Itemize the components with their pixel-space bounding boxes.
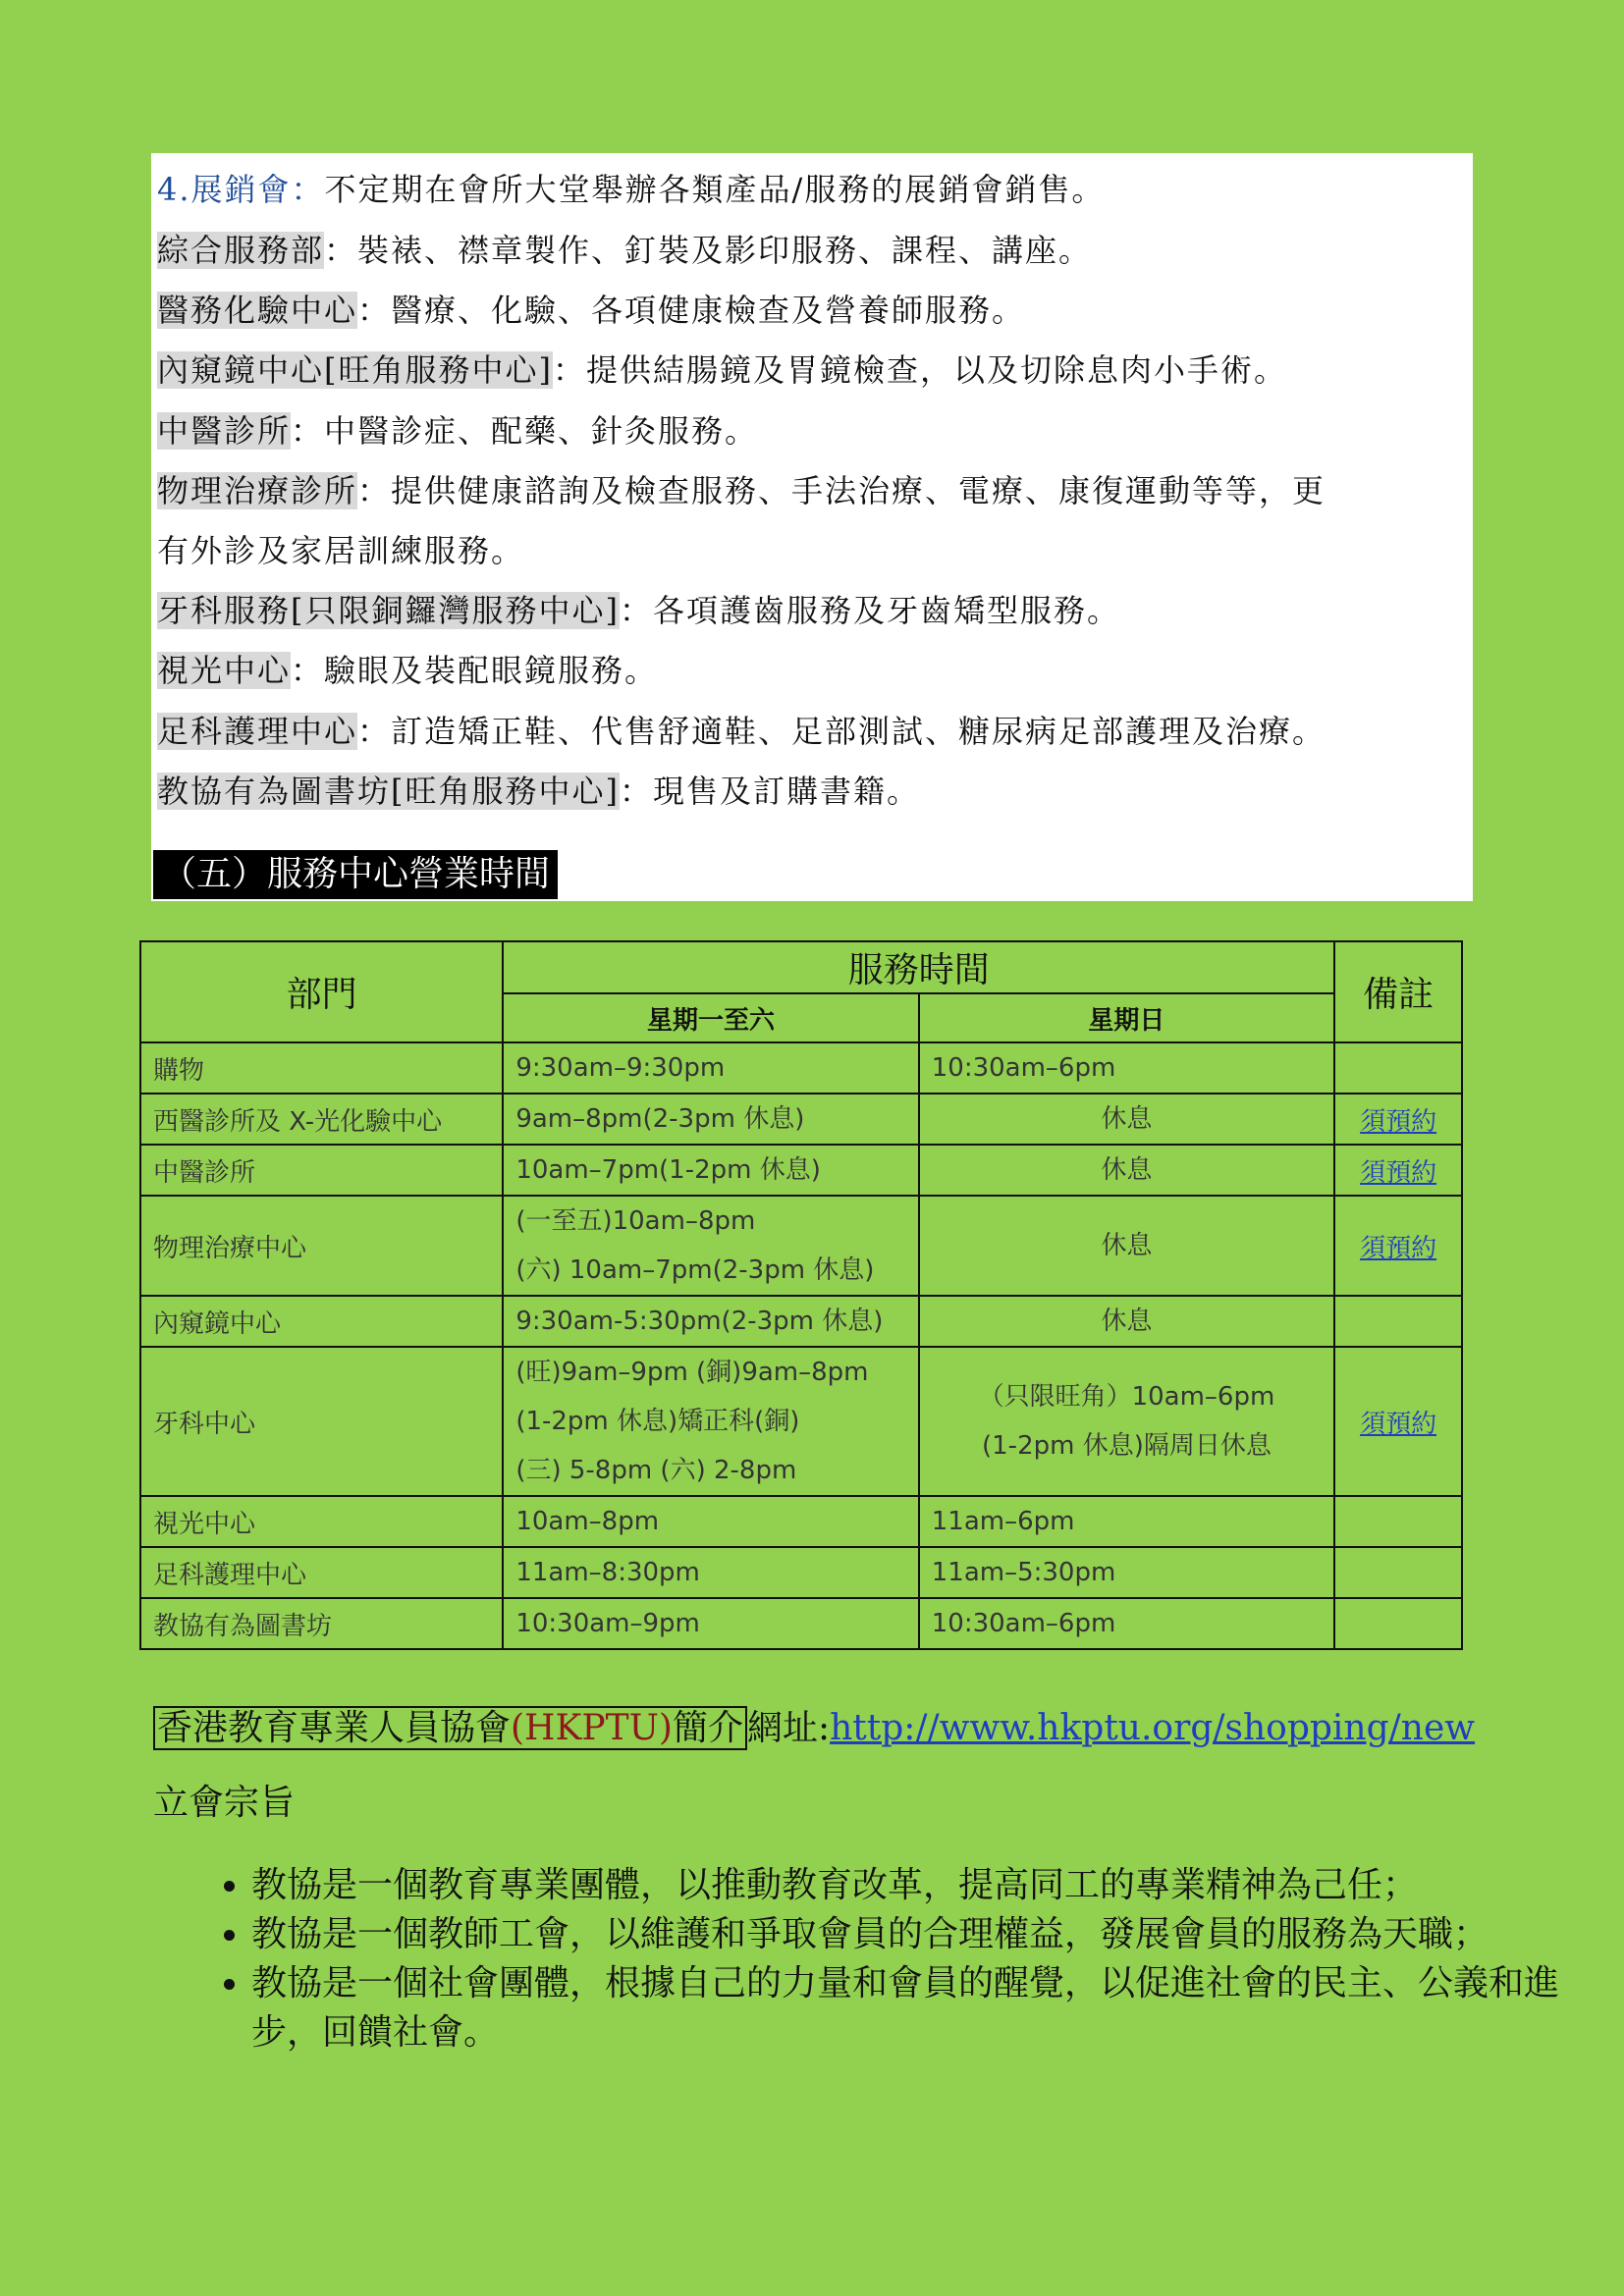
- cell-line: 11am–6pm: [931, 1507, 1075, 1536]
- service-label: 物理治療診所: [157, 472, 358, 509]
- intro-label: 香港教育專業人員協會: [157, 1708, 512, 1748]
- cell-line: 9:30am-5:30pm(2-3pm 休息): [515, 1307, 884, 1336]
- service-label: 視光中心: [157, 652, 292, 689]
- cell-remark: [1334, 1196, 1462, 1296]
- header-mon-sat: 星期一至六: [503, 993, 918, 1042]
- cell-sun: [919, 1547, 1334, 1598]
- service-text: ：提供結腸鏡及胃鏡檢查，以及切除息肉小手術。: [552, 351, 1287, 389]
- cell-remark: [1334, 1094, 1462, 1145]
- service-text: ：驗眼及裝配眼鏡服務。: [291, 652, 659, 689]
- cell-line: 11am–5:30pm: [931, 1558, 1116, 1587]
- header-hours: 服務時間: [503, 941, 1334, 993]
- service-label: 醫務化驗中心: [157, 292, 358, 329]
- cell-sun: [919, 1598, 1334, 1649]
- cell-line: (旺)9am–9pm (銅)9am–8pm: [515, 1358, 869, 1387]
- cell-sun: [919, 1094, 1334, 1145]
- service-general: [157, 228, 1092, 273]
- list-item: • 教協是一個教育專業團體，以推動教育改革，提高同工的專業精神為己任；: [251, 1861, 1577, 1910]
- cell-mon-sat: [503, 1598, 918, 1649]
- cell-mon-sat: [503, 1347, 918, 1496]
- cell-remark: [1334, 1347, 1462, 1496]
- service-label: 牙科服務[只限銅鑼灣服務中心]: [157, 592, 620, 629]
- cell-remark: [1334, 1598, 1462, 1649]
- service-text: 有外診及家居訓練服務。: [157, 532, 525, 569]
- cell-sun: [919, 1145, 1334, 1196]
- booking-link[interactable]: 須預約: [1360, 1233, 1437, 1263]
- service-label: 內窺鏡中心[旺角服務中心]: [157, 351, 553, 389]
- service-label: 足科護理中心: [157, 713, 358, 750]
- intro-box: [153, 1706, 747, 1750]
- cell-sun: [919, 1196, 1334, 1296]
- service-optical: [157, 648, 658, 693]
- table-row: [140, 1496, 1462, 1547]
- service-label: 教協有為圖書坊[旺角服務中心]: [157, 773, 620, 810]
- table-row: [140, 1598, 1462, 1649]
- service-label: 綜合服務部: [157, 232, 325, 269]
- cell-mon-sat: [503, 1547, 918, 1598]
- table-row: [140, 1094, 1462, 1145]
- cell-line: 10:30am–6pm: [931, 1053, 1116, 1083]
- table-row: [140, 1196, 1462, 1296]
- cell-dept: 物理治療中心: [140, 1196, 503, 1296]
- service-exhibition: [157, 167, 1105, 212]
- cell-line: (1-2pm 休息)隔周日休息: [982, 1431, 1272, 1461]
- service-dental: [157, 588, 1120, 633]
- cell-remark: [1334, 1145, 1462, 1196]
- service-text: ：提供健康諮詢及檢查服務、手法治療、電療、康復運動等等，更: [357, 472, 1326, 509]
- service-chinese-medicine: [157, 408, 758, 454]
- service-text: 不定期在會所大堂舉辦各類產品/服務的展銷會銷售。: [324, 171, 1106, 208]
- table-row: [140, 1547, 1462, 1598]
- cell-sun: [919, 1296, 1334, 1347]
- table-row: [140, 1145, 1462, 1196]
- cell-dept: 西醫診所及 X-光化驗中心: [140, 1094, 503, 1145]
- cell-dept: 教協有為圖書坊: [140, 1598, 503, 1649]
- mission-title: 立會宗旨: [153, 1783, 296, 1823]
- cell-mon-sat: [503, 1496, 918, 1547]
- service-endoscopy: [157, 347, 1287, 393]
- cell-sun: [919, 1042, 1334, 1094]
- cell-line: 10:30am–6pm: [931, 1609, 1116, 1638]
- cell-line: 休息: [1101, 1307, 1153, 1336]
- mission-list: [157, 1861, 1577, 2057]
- website-link[interactable]: http://www.hkptu.org/shopping/new: [830, 1708, 1476, 1748]
- service-label: 中醫診所: [157, 412, 292, 450]
- cell-line: （只限旺角）10am–6pm: [978, 1382, 1275, 1412]
- header-dept: 部門: [140, 941, 503, 1042]
- booking-link[interactable]: 須預約: [1360, 1409, 1437, 1439]
- list-item: • 教協是一個教師工會，以維護和爭取會員的合理權益，發展會員的服務為天職；: [251, 1910, 1577, 1959]
- cell-sun: [919, 1496, 1334, 1547]
- header-remark: 備註: [1334, 941, 1462, 1042]
- cell-line: 休息: [1101, 1231, 1153, 1260]
- cell-line: 10am–8pm: [515, 1507, 660, 1536]
- association-intro: [153, 1704, 1475, 1753]
- service-physio: [157, 468, 1326, 513]
- table-row: [140, 1042, 1462, 1094]
- service-text: ：中醫診症、配藥、針灸服務。: [291, 412, 759, 450]
- service-medical-lab: [157, 288, 1025, 333]
- service-physio-cont: [157, 528, 524, 573]
- cell-line: 10am–7pm(1-2pm 休息): [515, 1155, 821, 1185]
- service-text: ：現售及訂購書籍。: [619, 773, 920, 810]
- cell-line: 10:30am–9pm: [515, 1609, 700, 1638]
- cell-line: 休息: [1101, 1104, 1153, 1134]
- service-text: ：各項護齒服務及牙齒矯型服務。: [619, 592, 1120, 629]
- booking-link[interactable]: 須預約: [1360, 1106, 1437, 1137]
- cell-line: 11am–8:30pm: [515, 1558, 700, 1587]
- cell-dept: 視光中心: [140, 1496, 503, 1547]
- service-bookstore: [157, 769, 920, 814]
- cell-mon-sat: [503, 1094, 918, 1145]
- cell-line: (1-2pm 休息)矯正科(銅): [515, 1407, 800, 1436]
- booking-link[interactable]: 須預約: [1360, 1157, 1437, 1188]
- cell-dept: 內窺鏡中心: [140, 1296, 503, 1347]
- hours-body: [140, 1042, 1462, 1649]
- service-text: ：醫療、化驗、各項健康檢查及營養師服務。: [357, 292, 1026, 329]
- cell-remark: [1334, 1547, 1462, 1598]
- cell-dept: 購物: [140, 1042, 503, 1094]
- table-row: [140, 1296, 1462, 1347]
- intro-abbr: (HKPTU): [511, 1708, 673, 1748]
- service-label: 4.展銷會：: [157, 171, 325, 208]
- cell-dept: 中醫診所: [140, 1145, 503, 1196]
- cell-mon-sat: [503, 1145, 918, 1196]
- cell-dept: 足科護理中心: [140, 1547, 503, 1598]
- list-item: • 教協是一個社會團體，根據自己的力量和會員的醒覺，以促進社會的民主、公義和進步，回饋社會。: [251, 1959, 1577, 2057]
- cell-remark: [1334, 1496, 1462, 1547]
- cell-remark: [1334, 1042, 1462, 1094]
- cell-mon-sat: [503, 1196, 918, 1296]
- service-text: ：訂造矯正鞋、代售舒適鞋、足部測試、糖尿病足部護理及治療。: [357, 713, 1326, 750]
- cell-mon-sat: [503, 1042, 918, 1094]
- table-row: [140, 1347, 1462, 1496]
- cell-line: (六) 10am–7pm(2-3pm 休息): [515, 1255, 875, 1285]
- cell-line: 9:30am–9:30pm: [515, 1053, 726, 1083]
- intro-suffix: 簡介: [672, 1708, 743, 1748]
- cell-line: (一至五)10am–8pm: [515, 1206, 756, 1236]
- cell-line: (三) 5-8pm (六) 2-8pm: [515, 1456, 797, 1485]
- cell-mon-sat: [503, 1296, 918, 1347]
- cell-line: 9am–8pm(2-3pm 休息): [515, 1104, 805, 1134]
- url-label: 網址:: [746, 1708, 831, 1748]
- cell-dept: 牙科中心: [140, 1347, 503, 1496]
- cell-sun: [919, 1347, 1334, 1496]
- cell-line: 休息: [1101, 1155, 1153, 1185]
- header-sun: 星期日: [919, 993, 1334, 1042]
- section-title: （五）服務中心營業時間: [153, 850, 558, 899]
- service-podiatry: [157, 709, 1326, 754]
- hours-table: [139, 940, 1463, 1650]
- cell-remark: [1334, 1296, 1462, 1347]
- service-text: ：裝裱、襟章製作、釘裝及影印服務、課程、講座。: [324, 232, 1093, 269]
